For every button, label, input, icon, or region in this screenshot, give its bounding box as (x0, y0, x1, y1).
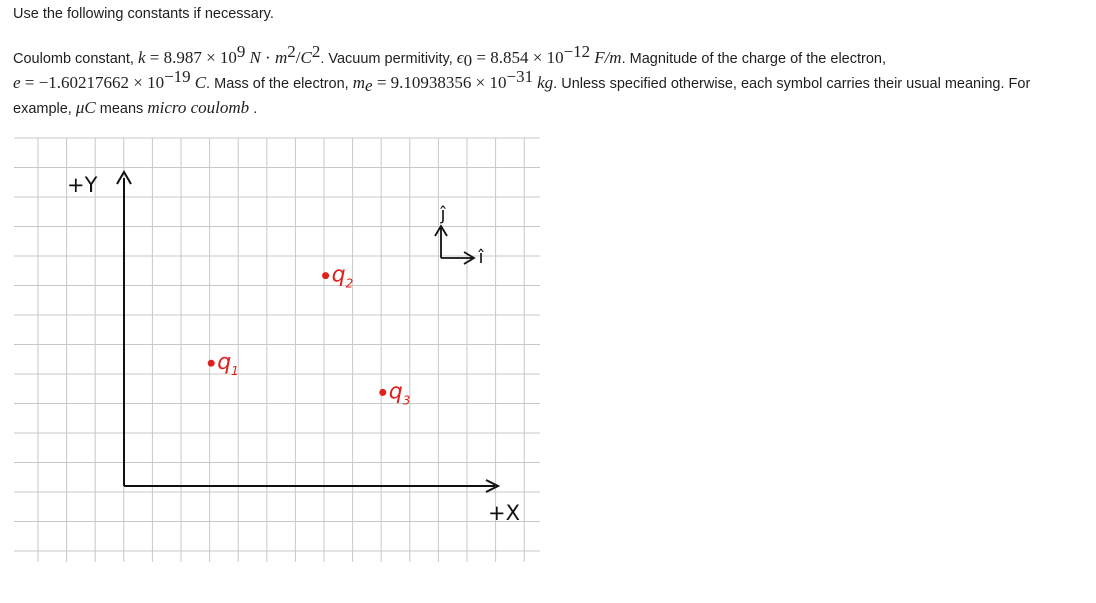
e-exponent: −19 (164, 67, 191, 86)
coulomb-label: Coulomb constant, (13, 51, 134, 67)
charge-q2 (322, 263, 353, 291)
me-symbol: m (352, 73, 366, 92)
eps-symbol: ϵ (456, 48, 464, 67)
eps-mantissa: 8.854 (490, 48, 529, 67)
me-unit: kg (537, 73, 554, 92)
charge-label: Magnitude of the charge of the electron, (629, 51, 886, 67)
k-unit-m-exp: 2 (287, 42, 296, 61)
example-symbol: μC (75, 98, 96, 117)
charge-diagram (10, 130, 545, 570)
q1-label (217, 350, 239, 378)
y-axis-label: +Y (67, 173, 98, 197)
unit-i-label: î (478, 247, 484, 268)
e-value: −1.60217662 (38, 73, 129, 92)
diagram-svg (10, 130, 545, 570)
usual-meaning-text: Unless specified otherwise, each symbol carries their usual meaning. For example, (13, 76, 1031, 117)
eps-label: Vacuum permitivity, (328, 51, 453, 67)
x-axis-label: +X (488, 501, 520, 525)
q2-letter: q (331, 262, 346, 288)
q3-dot (379, 389, 386, 396)
q2-subscript: 2 (345, 276, 354, 291)
q1-letter: q (217, 350, 232, 376)
k-unit-c: C (300, 48, 312, 67)
e-symbol: e (13, 73, 21, 92)
constants-paragraph: Coulomb constant, $k = 8.987 \times 10^9$ $N \cdot m^2/C^2$. Vacuum permitivity, $\epsilon_0 = 8.854 \times 10^{-12}$ F/m. Magnitude of the charge of the electron, $e = -1.60217662 \times 10^{-19}$ C. Mass of the electron, $m_e = 9.10938356 \times 10^{-31}$ kg. Unless specified otherwise, each symbol carries their usual meaning. For example, μC means micro coulomb . (13, 42, 1031, 117)
example-meaning: micro coulomb (147, 98, 250, 117)
me-mantissa: 9.10938356 (390, 73, 472, 92)
k-unit-n: N (249, 48, 261, 67)
q2-dot (322, 272, 329, 279)
mass-label: Mass of the electron, (214, 76, 349, 92)
me-sub: e (365, 76, 373, 95)
q3-subscript: 3 (402, 393, 411, 408)
unit-j-arrow (435, 226, 447, 258)
eps-unit: F/m (594, 48, 622, 67)
k-unit-m: m (274, 48, 288, 67)
means-text: means (99, 101, 144, 117)
q1-dot (208, 360, 215, 367)
grid-lines (14, 138, 540, 562)
e-unit: C (194, 73, 207, 92)
q3-letter: q (388, 379, 403, 405)
q2-label (332, 263, 354, 291)
q1-subscript: 1 (231, 364, 239, 379)
instruction-text: Use the following constants if necessary. (13, 6, 274, 22)
k-mantissa: 8.987 (163, 48, 202, 67)
eps-sub: 0 (463, 51, 473, 70)
unit-j-label: ĵ (440, 204, 446, 225)
unit-vectors (435, 204, 484, 268)
k-symbol: k (137, 48, 146, 67)
eps-exponent: −12 (563, 42, 591, 61)
unit-i-arrow (441, 252, 474, 264)
k-unit-c-exp: 2 (311, 42, 321, 61)
q3-label (389, 379, 411, 407)
k-exponent: 9 (236, 42, 246, 61)
me-exponent: −31 (506, 67, 534, 86)
